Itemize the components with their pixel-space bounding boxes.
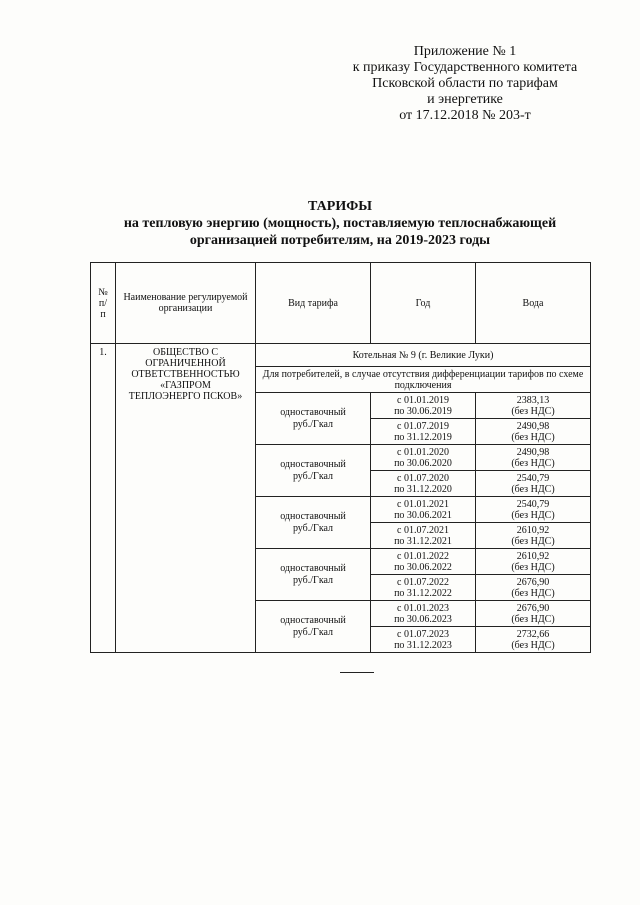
tariff-type — [256, 393, 371, 445]
tariff-value: 2540,79 — [516, 498, 550, 510]
period-from: с 01.01.2022 — [397, 550, 449, 562]
vat-note: (без НДС) — [511, 587, 555, 599]
tariff-unit: руб./Гкал — [292, 470, 334, 482]
table-header-row — [91, 263, 591, 344]
tariff-type — [256, 601, 371, 653]
appendix-line: Псковской области по тарифам — [372, 76, 558, 91]
org-line: ОБЩЕСТВО С — [153, 347, 218, 358]
tariff-value: 2490,98 — [516, 446, 550, 458]
tariff-type — [256, 549, 371, 601]
consumer-category: Для потребителей, в случае отсутствия дифференциации тарифов по схеме подключения — [256, 367, 591, 393]
period-to: по 30.06.2019 — [394, 405, 452, 417]
value-cell — [476, 523, 591, 549]
value-cell — [476, 549, 591, 575]
period-cell — [371, 627, 476, 653]
header-year: Год — [371, 263, 476, 344]
vat-note: (без НДС) — [511, 639, 555, 651]
period-cell — [371, 601, 476, 627]
period-to: по 31.12.2023 — [394, 639, 452, 651]
title-line: ТАРИФЫ — [308, 199, 372, 214]
period-from: с 01.01.2019 — [397, 394, 449, 406]
value-cell — [476, 601, 591, 627]
end-divider — [340, 672, 374, 673]
tariff-type-line: одноставочный — [280, 614, 346, 626]
header-num — [91, 263, 116, 344]
tariff-value: 2610,92 — [516, 524, 550, 536]
tariff-value: 2383,13 — [516, 394, 550, 406]
boiler-house: Котельная № 9 (г. Великие Луки) — [256, 344, 591, 367]
tariff-value: 2540,79 — [516, 472, 550, 484]
table-row — [91, 344, 591, 367]
appendix-line: Приложение № 1 — [413, 44, 517, 59]
header-num-line: п — [100, 308, 106, 320]
vat-note: (без НДС) — [511, 431, 555, 443]
tariff-type — [256, 445, 371, 497]
value-cell — [476, 497, 591, 523]
appendix-line: и энергетике — [427, 92, 503, 107]
tariff-unit: руб./Гкал — [292, 626, 334, 638]
organization-name — [116, 344, 256, 653]
tariff-unit: руб./Гкал — [292, 522, 334, 534]
period-cell — [371, 393, 476, 419]
vat-note: (без НДС) — [511, 457, 555, 469]
tariff-value: 2676,90 — [516, 576, 550, 588]
value-cell — [476, 445, 591, 471]
header-type: Вид тарифа — [256, 263, 371, 344]
period-cell — [371, 523, 476, 549]
value-cell — [476, 471, 591, 497]
value-cell — [476, 627, 591, 653]
vat-note: (без НДС) — [511, 483, 555, 495]
period-cell — [371, 575, 476, 601]
tariff-type-line: одноставочный — [280, 406, 346, 418]
period-to: по 30.06.2021 — [394, 509, 452, 521]
tariff-table — [90, 262, 591, 653]
period-cell — [371, 445, 476, 471]
period-from: с 01.01.2021 — [397, 498, 449, 510]
row-number: 1. — [91, 344, 116, 653]
header-num-line: п/ — [98, 297, 108, 309]
vat-note: (без НДС) — [511, 613, 555, 625]
appendix-header — [330, 44, 600, 124]
tariff-unit: руб./Гкал — [292, 574, 334, 586]
period-to: по 31.12.2020 — [394, 483, 452, 495]
header-num-line: № — [98, 286, 108, 298]
title-line: организацией потребителям, на 2019-2023 годы — [189, 233, 491, 248]
tariff-type-line: одноставочный — [280, 458, 346, 470]
vat-note: (без НДС) — [511, 509, 555, 521]
period-to: по 31.12.2021 — [394, 535, 452, 547]
header-org: Наименование регулируемой организации — [116, 263, 256, 344]
value-cell — [476, 393, 591, 419]
period-to: по 31.12.2022 — [394, 587, 452, 599]
period-from: с 01.07.2019 — [397, 420, 449, 432]
tariff-type-line: одноставочный — [280, 510, 346, 522]
period-from: с 01.07.2022 — [397, 576, 449, 588]
period-from: с 01.07.2023 — [397, 628, 449, 640]
tariff-unit: руб./Гкал — [292, 418, 334, 430]
tariff-value: 2490,98 — [516, 420, 550, 432]
period-from: с 01.01.2023 — [397, 602, 449, 614]
period-to: по 30.06.2020 — [394, 457, 452, 469]
period-to: по 31.12.2019 — [394, 431, 452, 443]
org-line: ОТВЕТСТВЕННОСТЬЮ — [131, 369, 240, 380]
period-to: по 30.06.2023 — [394, 613, 452, 625]
period-from: с 01.07.2020 — [397, 472, 449, 484]
tariff-type-line: одноставочный — [280, 562, 346, 574]
value-cell — [476, 575, 591, 601]
org-line: ОГРАНИЧЕННОЙ — [145, 358, 226, 369]
vat-note: (без НДС) — [511, 535, 555, 547]
vat-note: (без НДС) — [511, 405, 555, 417]
value-cell — [476, 419, 591, 445]
tariff-value: 2676,90 — [516, 602, 550, 614]
period-cell — [371, 419, 476, 445]
period-from: с 01.07.2021 — [397, 524, 449, 536]
vat-note: (без НДС) — [511, 561, 555, 573]
tariff-type — [256, 497, 371, 549]
title-line: на тепловую энергию (мощность), поставляемую теплоснабжающей — [123, 216, 557, 231]
appendix-line: от 17.12.2018 № 203-т — [399, 108, 531, 123]
tariff-value: 2732,66 — [516, 628, 550, 640]
period-cell — [371, 549, 476, 575]
period-cell — [371, 497, 476, 523]
document-title — [95, 198, 585, 249]
org-line: «ГАЗПРОМ — [160, 380, 211, 391]
appendix-line: к приказу Государственного комитета — [352, 60, 578, 75]
period-cell — [371, 471, 476, 497]
period-from: с 01.01.2020 — [397, 446, 449, 458]
header-water: Вода — [476, 263, 591, 344]
tariff-value: 2610,92 — [516, 550, 550, 562]
org-line: ТЕПЛОЭНЕРГО ПСКОВ» — [128, 391, 243, 402]
period-to: по 30.06.2022 — [394, 561, 452, 573]
